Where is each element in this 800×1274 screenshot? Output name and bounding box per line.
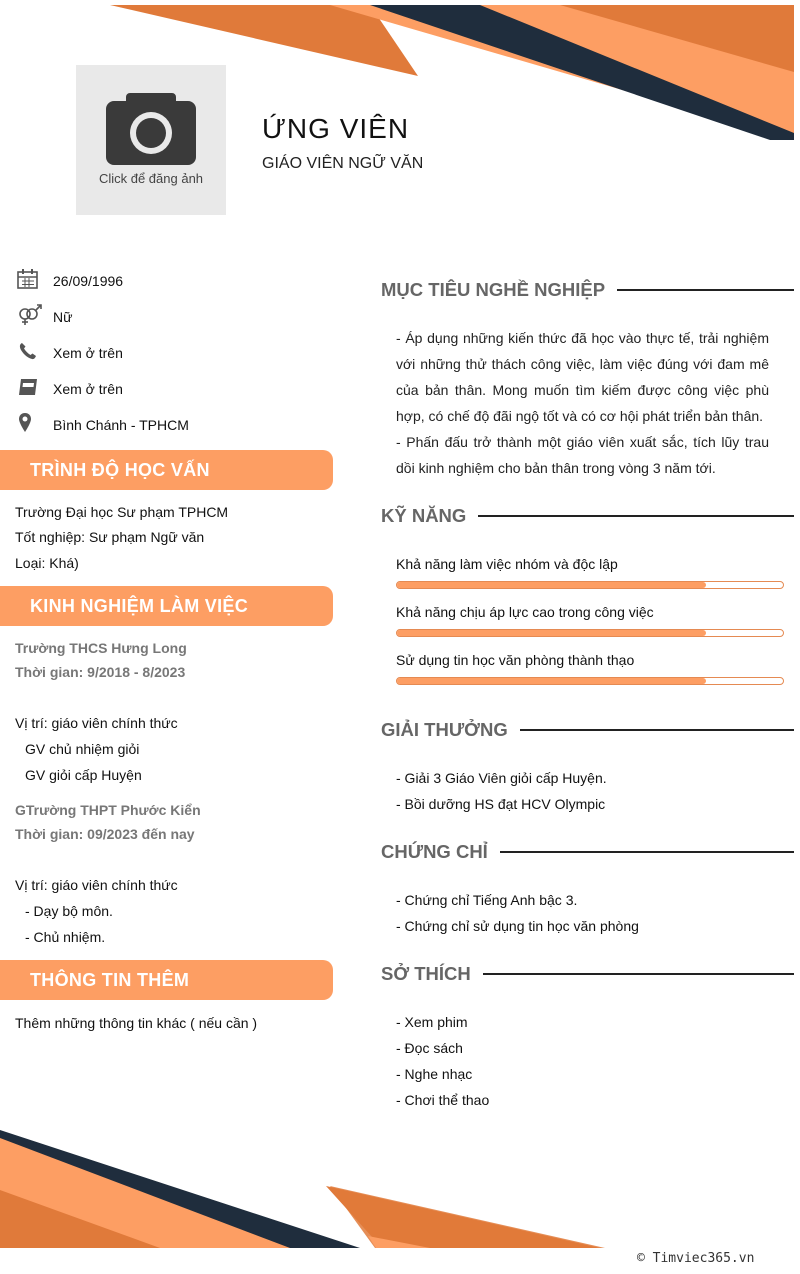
- hobby-item: - Chơi thể thao: [396, 1092, 490, 1108]
- skill-label: Khả năng làm việc nhóm và độc lập: [396, 556, 618, 572]
- candidate-name: ỨNG VIÊN: [262, 113, 410, 144]
- hobbies-title: SỞ THÍCH: [381, 963, 483, 985]
- location-row: [0, 412, 330, 436]
- experience-section-header: [0, 586, 333, 626]
- section-divider: [606, 289, 794, 291]
- section-divider: [511, 729, 794, 731]
- awards-title: GIẢI THƯỞNG: [381, 719, 520, 741]
- objective-paragraph: - Áp dụng những kiến thức đã học vào thực tế, trải nghiệm với những thử thách công việc, làm việc đúng với đam mê của bản thân. Mong muốn tìm kiếm được công việc phù hợp, có chế độ đãi ngộ tốt và có cơ hội phát triển bản thân.: [396, 330, 769, 424]
- skill-item: [396, 604, 784, 620]
- objective-text: [396, 325, 769, 481]
- skill-label: Khả năng chịu áp lực cao trong công việc: [396, 604, 654, 620]
- gender-value: Nữ: [53, 309, 73, 325]
- job-detail: GV chủ nhiệm giỏi: [25, 741, 140, 757]
- award-item: - Giải 3 Giáo Viên giỏi cấp Huyện.: [396, 770, 607, 786]
- objective-title: MỤC TIÊU NGHỀ NGHIỆP: [381, 279, 617, 301]
- gender-row: [0, 304, 330, 328]
- phone-row: [0, 340, 330, 364]
- job-time: Thời gian: 09/2023 đến nay: [15, 826, 195, 842]
- job-detail: - Dạy bộ môn.: [25, 903, 113, 919]
- section-divider: [493, 851, 794, 853]
- education-line: Trường Đại học Sư phạm TPHCM: [15, 504, 229, 520]
- email-value: Xem ở trên: [53, 381, 123, 397]
- skill-bar-fill: [397, 630, 706, 636]
- location-icon: [17, 412, 39, 434]
- birthday-value: 26/09/1996: [53, 273, 124, 289]
- birthday-row: [0, 268, 330, 292]
- calendar-icon: [17, 268, 39, 290]
- photo-upload[interactable]: [76, 65, 226, 215]
- section-divider: [477, 973, 794, 975]
- objective-paragraph: - Phấn đấu trở thành một giáo viên xuất sắc, tích lũy trau dồi kinh nghiệm cho bản thân trong vòng 3 năm tới.: [396, 434, 769, 476]
- hobby-item: - Đọc sách: [396, 1040, 463, 1056]
- camera-icon: [106, 87, 196, 167]
- education-line: Tốt nghiệp: Sư phạm Ngữ văn: [15, 529, 205, 545]
- email-icon: [17, 376, 39, 398]
- skills-title: KỸ NĂNG: [381, 505, 478, 527]
- education-title: TRÌNH ĐỘ HỌC VẤN: [30, 460, 210, 480]
- extra-section-header: [0, 960, 333, 1000]
- skill-item: [396, 652, 784, 668]
- job-detail: - Chủ nhiệm.: [25, 929, 106, 945]
- skill-bar: [396, 581, 784, 589]
- hobby-item: - Xem phim: [396, 1014, 468, 1030]
- watermark: © Timviec365.vn: [637, 1251, 755, 1266]
- job-title: GIÁO VIÊN NGỮ VĂN: [262, 155, 424, 172]
- education-section-header: [0, 450, 333, 490]
- phone-icon: [17, 340, 39, 362]
- job-detail: GV giỏi cấp Huyện: [25, 767, 142, 783]
- skill-item: [396, 556, 784, 572]
- award-item: - Bồi dưỡng HS đạt HCV Olympic: [396, 796, 606, 812]
- job-time: Thời gian: 9/2018 - 8/2023: [15, 664, 186, 680]
- phone-value: Xem ở trên: [53, 345, 123, 361]
- skill-bar: [396, 629, 784, 637]
- extra-title: THÔNG TIN THÊM: [30, 970, 190, 990]
- email-row: [0, 376, 330, 400]
- extra-text: Thêm những thông tin khác ( nếu cần ): [15, 1015, 258, 1031]
- photo-caption: Click để đăng ảnh: [98, 171, 204, 186]
- skill-bar: [396, 677, 784, 685]
- skill-bar-fill: [397, 678, 706, 684]
- certificate-item: - Chứng chỉ sử dụng tin học văn phòng: [396, 918, 639, 934]
- location-value: Bình Chánh - TPHCM: [53, 417, 189, 433]
- skill-label: Sử dụng tin học văn phòng thành thạo: [396, 652, 635, 668]
- certificates-title: CHỨNG CHỈ: [381, 841, 500, 863]
- certificate-item: - Chứng chỉ Tiếng Anh bậc 3.: [396, 892, 578, 908]
- experience-title: KINH NGHIỆM LÀM VIỆC: [30, 596, 249, 616]
- job-detail: Vị trí: giáo viên chính thức: [15, 877, 178, 893]
- job-company: GTrường THPT Phước Kiển: [15, 802, 201, 818]
- section-divider: [472, 515, 794, 517]
- gender-icon: [17, 304, 43, 326]
- education-line: Loại: Khá): [15, 555, 79, 571]
- job-detail: Vị trí: giáo viên chính thức: [15, 715, 178, 731]
- skill-bar-fill: [397, 582, 706, 588]
- hobby-item: - Nghe nhạc: [396, 1066, 473, 1082]
- job-company: Trường THCS Hưng Long: [15, 640, 187, 656]
